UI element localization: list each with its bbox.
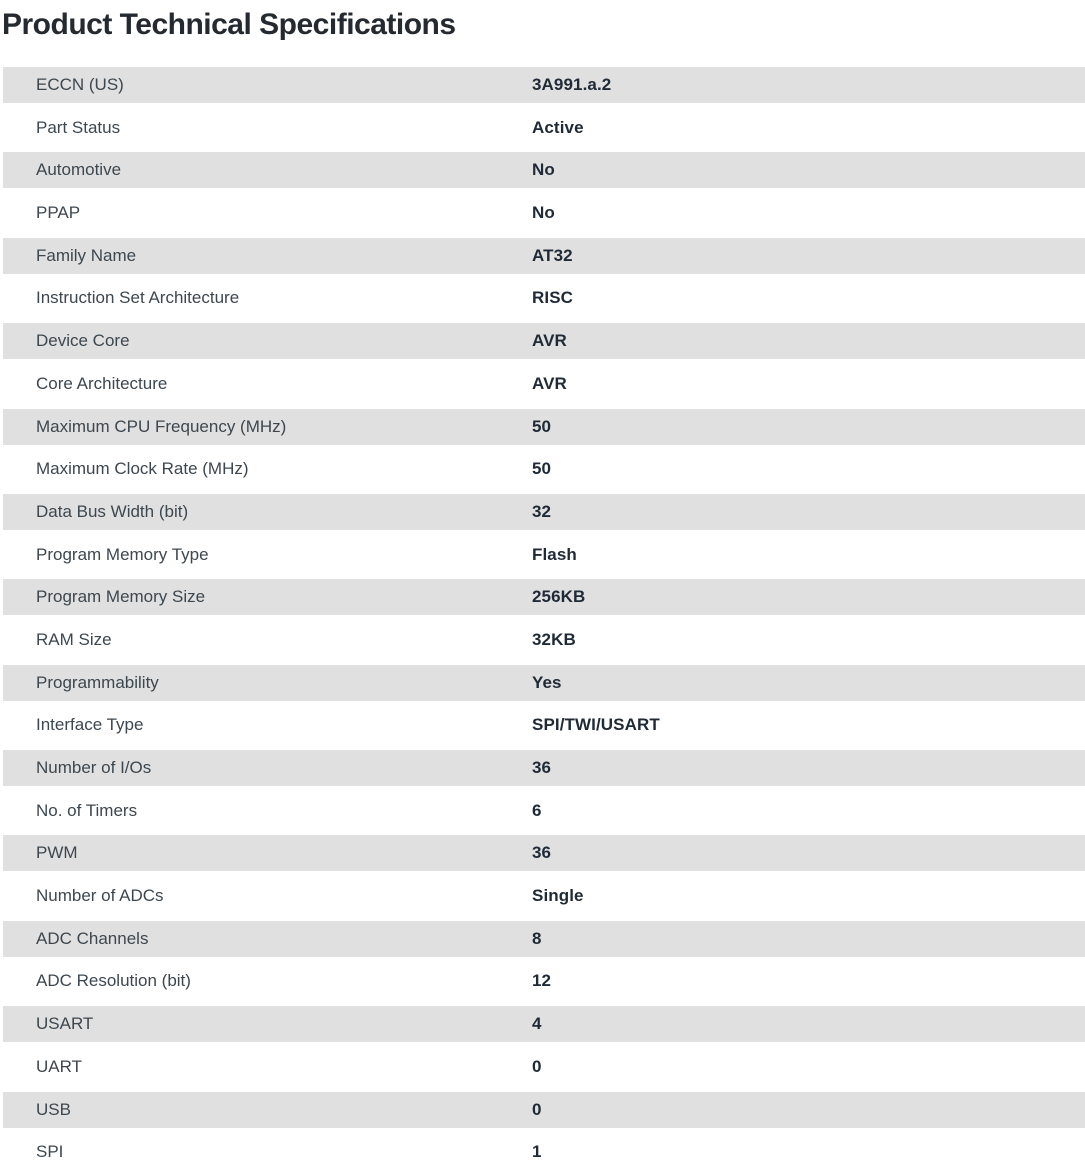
table-row: [3, 537, 1085, 573]
table-row: [3, 195, 1085, 231]
table-row: [3, 921, 1085, 957]
spec-value: Active: [532, 117, 584, 137]
spec-value: Yes: [532, 672, 562, 692]
spec-value: AVR: [532, 331, 567, 351]
spec-value: 32KB: [532, 629, 576, 649]
spec-label: PPAP: [36, 203, 81, 223]
spec-label: UART: [36, 1056, 82, 1076]
spec-value: 12: [532, 971, 552, 991]
spec-table: [0, 67, 1085, 1170]
table-row: [3, 707, 1085, 743]
spec-value: 3A991.a.2: [532, 75, 612, 94]
spec-value: 36: [532, 843, 552, 863]
spec-value: AT32: [532, 245, 573, 265]
table-row: [3, 579, 1085, 615]
spec-value: Single: [532, 886, 584, 906]
spec-label: USB: [36, 1099, 71, 1119]
spec-label: Part Status: [36, 117, 121, 137]
spec-label: USART: [36, 1014, 94, 1034]
table-row: [3, 622, 1085, 658]
table-row: [3, 494, 1085, 530]
spec-label: Device Core: [36, 331, 130, 351]
table-row: [3, 409, 1085, 445]
table-row: [3, 366, 1085, 402]
spec-value: 0: [532, 1056, 542, 1076]
spec-label: ECCN (US): [36, 75, 124, 94]
spec-value: No: [532, 203, 555, 223]
table-row: [3, 1049, 1085, 1085]
table-row: [3, 1134, 1085, 1170]
spec-value: Flash: [532, 544, 577, 564]
spec-label: Programmability: [36, 672, 159, 692]
spec-label: Core Architecture: [36, 373, 168, 393]
spec-value: 32: [532, 501, 552, 521]
table-row: [3, 1092, 1085, 1128]
spec-label: Program Memory Type: [36, 544, 209, 564]
table-row: [3, 835, 1085, 871]
table-row: [3, 878, 1085, 914]
spec-label: Maximum Clock Rate (MHz): [36, 459, 249, 479]
page-title: Product Technical Specifications: [2, 8, 456, 41]
spec-label: Program Memory Size: [36, 587, 206, 607]
spec-label: Interface Type: [36, 715, 144, 735]
spec-label: Family Name: [36, 245, 137, 265]
spec-label: Data Bus Width (bit): [36, 501, 189, 521]
spec-label: Number of I/Os: [36, 758, 152, 777]
table-row: [3, 280, 1085, 316]
spec-label: SPI: [36, 1142, 64, 1162]
spec-label: Instruction Set Architecture: [36, 288, 240, 308]
spec-label: No. of Timers: [36, 800, 138, 820]
table-row: [3, 665, 1085, 701]
spec-value: 0: [532, 1099, 542, 1119]
table-row: [3, 451, 1085, 487]
spec-value: No: [532, 160, 555, 180]
spec-value: SPI/TWI/USART: [532, 715, 660, 735]
spec-label: ADC Channels: [36, 928, 149, 948]
table-row: [3, 750, 1085, 786]
spec-label: Number of ADCs: [36, 886, 164, 906]
spec-label: ADC Resolution (bit): [36, 971, 191, 991]
spec-value: RISC: [532, 288, 574, 308]
spec-label: Maximum CPU Frequency (MHz): [36, 416, 287, 436]
table-row: [3, 963, 1085, 999]
table-row: [3, 793, 1085, 829]
spec-value: 6: [532, 800, 542, 820]
spec-value: 50: [532, 416, 552, 436]
spec-value: 36: [532, 758, 552, 777]
table-row: [3, 323, 1085, 359]
table-row: [3, 238, 1085, 274]
spec-label: RAM Size: [36, 629, 112, 649]
spec-value: 50: [532, 459, 552, 479]
table-row: [3, 67, 1085, 103]
table-row: [3, 110, 1085, 146]
spec-value: AVR: [532, 373, 567, 393]
spec-value: 4: [532, 1014, 542, 1034]
table-row: [3, 152, 1085, 188]
table-row: [3, 1006, 1085, 1042]
spec-value: 256KB: [532, 587, 586, 607]
spec-label: PWM: [36, 843, 78, 863]
spec-value: 1: [532, 1142, 542, 1162]
spec-label: Automotive: [36, 160, 122, 180]
spec-value: 8: [532, 928, 542, 948]
